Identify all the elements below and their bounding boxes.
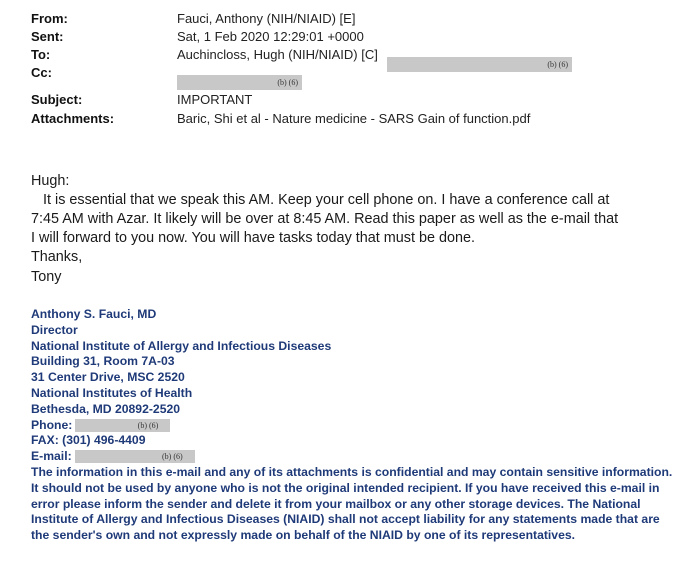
to-label: To: — [31, 47, 51, 62]
signature-block — [31, 307, 681, 544]
signature-name: Anthony S. Fauci, MD — [31, 307, 157, 321]
email-redaction[interactable]: (b) (6) — [75, 450, 195, 463]
body-greeting: Hugh: — [31, 173, 70, 189]
body-line-3: I will forward to you now. You will have tasks today that must be done. — [31, 230, 475, 246]
body-line-2: 7:45 AM with Azar. It likely will be over at 8:45 AM. Read this paper as well as the e-mail that — [31, 211, 619, 227]
subject-value: IMPORTANT — [177, 92, 253, 107]
from-label: From: — [31, 11, 68, 26]
email-label: E-mail: — [31, 449, 72, 464]
signature-title: Director — [31, 322, 78, 337]
attachment-filename[interactable]: Baric, Shi et al - Nature medicine - SARS Gain of function.pdf — [177, 111, 531, 126]
confidentiality-disclaimer: The information in this e-mail and any of its attachments is confidential and may contain sensitive information. It should not be used by anyone who is not the original intended recipient. If you have received this e-mail in error please inform the sender and delete it from your mailbox or any other storage devices. The National Institute of Allergy and Infectious Diseases (NIAID) shall not accept liability for any statements made that are the sender's own and not expressly made on behalf of the NIAID by one of its representatives. — [31, 464, 673, 543]
subject-label: Subject: — [31, 92, 83, 107]
attachments-label: Attachments: — [31, 111, 115, 126]
body-signoff-name: Tony — [31, 269, 62, 285]
to-redaction: (b) (6) — [387, 57, 572, 72]
signature-fax: FAX: (301) 496-4409 — [31, 433, 146, 448]
body-line-1: It is essential that we speak this AM. Keep your cell phone on. I have a conference call at — [43, 192, 610, 208]
cc-redaction: (b) (6) — [177, 75, 302, 90]
to-value: Auchincloss, Hugh (NIH/NIAID) [C] — [177, 47, 378, 62]
signature-building: Building 31, Room 7A-03 — [31, 354, 175, 369]
signature-institute: National Institute of Allergy and Infectious Diseases — [31, 338, 332, 353]
signature-org: National Institutes of Health — [31, 385, 193, 400]
sent-label: Sent: — [31, 29, 64, 44]
signature-phone-row — [31, 418, 681, 434]
signature-email-row — [31, 449, 681, 465]
signature-street: 31 Center Drive, MSC 2520 — [31, 370, 185, 385]
body-thanks: Thanks, — [31, 249, 83, 265]
cc-label: Cc: — [31, 65, 52, 80]
signature-city: Bethesda, MD 20892-2520 — [31, 401, 181, 416]
sent-value: Sat, 1 Feb 2020 12:29:01 +0000 — [177, 29, 364, 44]
phone-redaction: (b) (6) — [75, 419, 170, 432]
from-value: Fauci, Anthony (NIH/NIAID) [E] — [177, 11, 356, 26]
phone-label: Phone: — [31, 417, 73, 432]
